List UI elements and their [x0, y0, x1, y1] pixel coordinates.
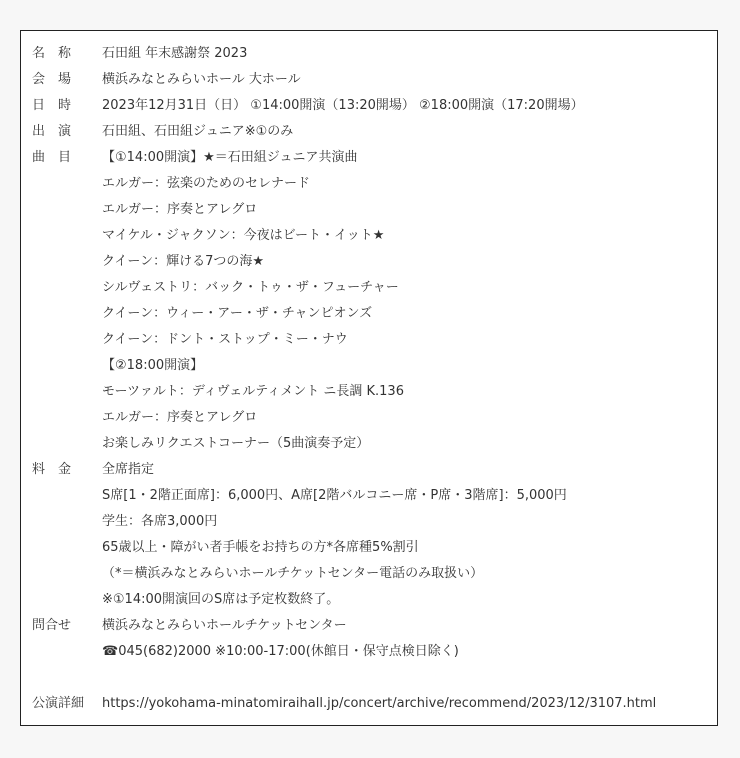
value-venue: 横浜みなとみらいホール 大ホール	[102, 72, 301, 87]
program-item	[32, 379, 656, 405]
program-item	[32, 223, 656, 249]
price-item	[32, 561, 656, 587]
contact-phone: ☎045(682)2000 ※10:00-17:00(休館日・保守点検日除く)	[102, 644, 459, 659]
row-details	[32, 691, 656, 717]
price-item-text: 65歳以上・障がい者手帳をお持ちの方*各席種5%割引	[102, 540, 419, 555]
program-item	[32, 275, 656, 301]
price-item-text: 学生：各席3,000円	[102, 514, 218, 529]
price-item-text: ※①14:00開演回のS席は予定枚数終了。	[102, 592, 340, 607]
label-name: 名 称	[32, 46, 72, 61]
program-item	[32, 301, 656, 327]
row-datetime	[32, 93, 656, 119]
program-heading-second: 【②18:00開演】	[102, 358, 204, 373]
label-price: 料 金	[32, 462, 72, 477]
program-item-text: クイーン：ドント・ストップ・ミー・ナウ	[102, 332, 348, 347]
program-item	[32, 353, 656, 379]
row-venue	[32, 67, 656, 93]
row-contact	[32, 613, 656, 639]
value-performers: 石田組、石田組ジュニア※①のみ	[102, 124, 294, 139]
program-item-text: クイーン：輝ける7つの海★	[102, 254, 265, 269]
row-price	[32, 457, 656, 483]
value-contact: 横浜みなとみらいホールチケットセンター	[102, 618, 347, 633]
label-details: 公演詳細	[32, 696, 85, 711]
price-item	[32, 483, 656, 509]
details-url: https://yokohama-minatomiraihall.jp/concert/archive/recommend/2023/12/3107.html	[102, 696, 657, 711]
program-item-text: エルガー：序奏とアレグロ	[102, 202, 258, 217]
program-item	[32, 249, 656, 275]
concert-info-box	[20, 30, 718, 726]
label-performers: 出 演	[32, 124, 72, 139]
program-item-text: エルガー：序奏とアレグロ	[102, 410, 258, 425]
row-name	[32, 41, 656, 67]
value-price: 全席指定	[102, 462, 155, 477]
row-program	[32, 145, 656, 171]
price-item	[32, 535, 656, 561]
concert-info-table	[32, 41, 656, 717]
label-contact: 問合せ	[32, 618, 72, 633]
price-item-text: S席[1・2階正面席]：6,000円、A席[2階バルコニー席・P席・3階席]：5,000円	[102, 488, 567, 503]
row-performers	[32, 119, 656, 145]
program-item	[32, 197, 656, 223]
label-program: 曲 目	[32, 150, 72, 165]
program-item	[32, 431, 656, 457]
program-item-text: マイケル・ジャクソン：今夜はビート・イット★	[102, 228, 385, 243]
value-name: 石田組 年末感謝祭 2023	[102, 46, 248, 61]
program-item-text: エルガー：弦楽のためのセレナード	[102, 176, 311, 191]
program-item	[32, 405, 656, 431]
price-item-text: （*＝横浜みなとみらいホールチケットセンター電話のみ取扱い）	[102, 566, 484, 581]
program-item-text: クイーン：ウィー・アー・ザ・チャンピオンズ	[102, 306, 373, 321]
label-venue: 会 場	[32, 72, 72, 87]
value-datetime: 2023年12月31日（日） ①14:00開演（13:20開場） ②18:00開演（17:20開場）	[102, 98, 584, 113]
program-item	[32, 327, 656, 353]
price-item	[32, 509, 656, 535]
label-datetime: 日 時	[32, 98, 72, 113]
price-item	[32, 587, 656, 613]
program-item-text: シルヴェストリ：バック・トゥ・ザ・フューチャー	[102, 280, 399, 295]
program-heading-first: 【①14:00開演】★＝石田組ジュニア共演曲	[102, 150, 358, 165]
program-item-text: モーツァルト：ディヴェルティメント ニ長調 K.136	[102, 384, 404, 399]
contact-item	[32, 639, 656, 665]
program-item	[32, 171, 656, 197]
program-item-text: お楽しみリクエストコーナー（5曲演奏予定）	[102, 436, 370, 451]
spacer-row	[32, 665, 656, 691]
